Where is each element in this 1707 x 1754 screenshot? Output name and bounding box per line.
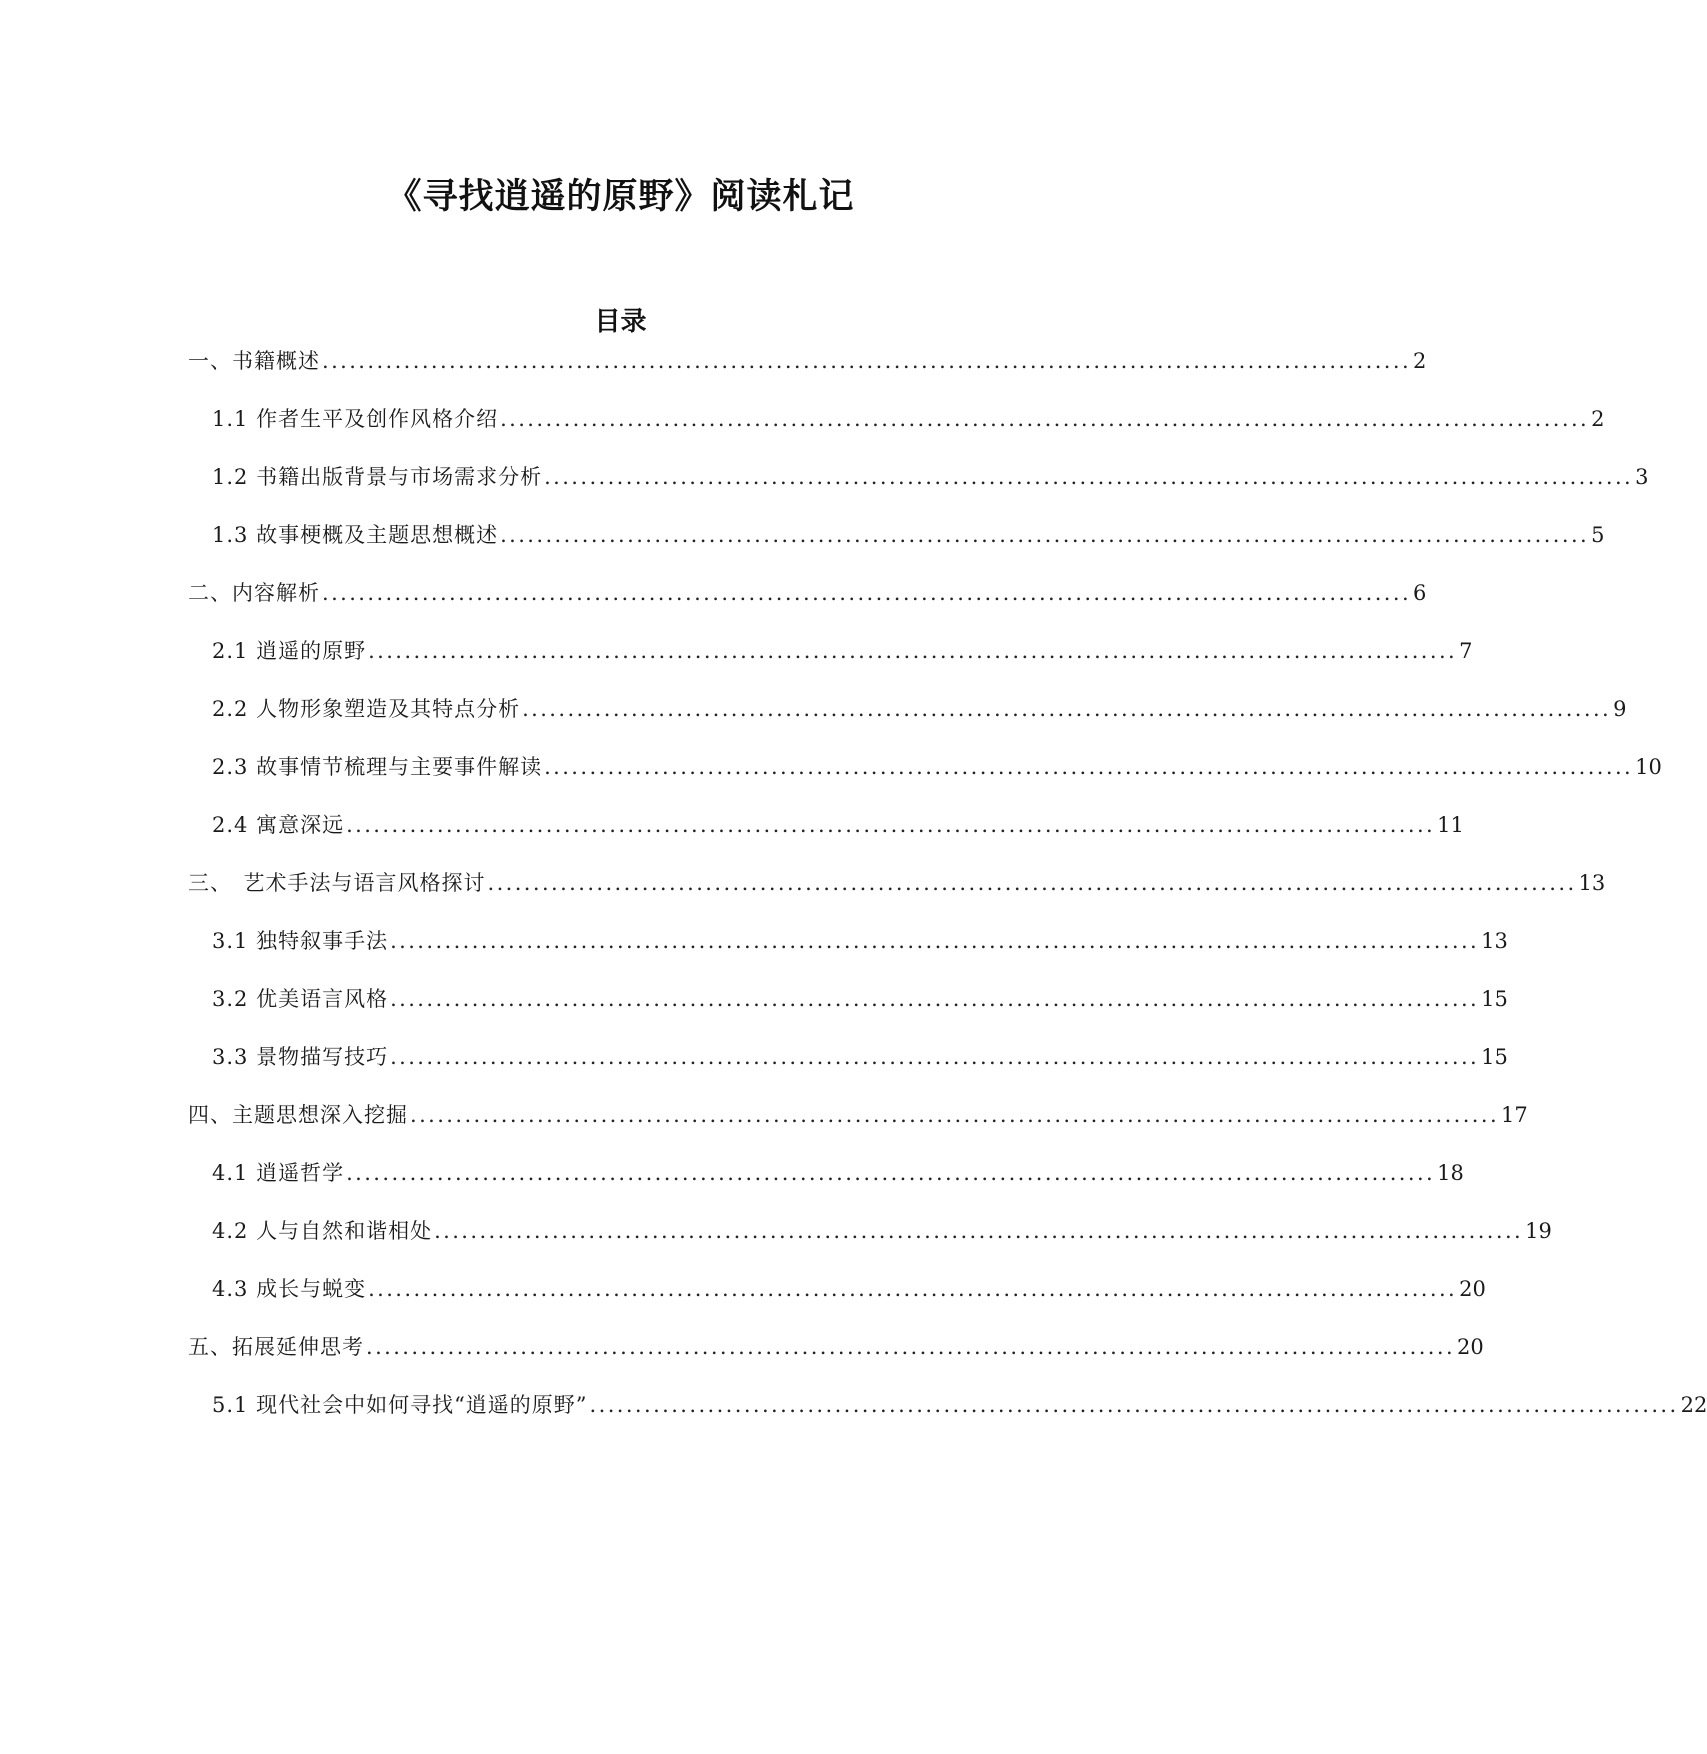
toc-entry-title: 三、 艺术手法与语言风格探讨 (188, 871, 486, 895)
toc-dot-leader: ........................................................................................................................ (322, 581, 1412, 605)
toc-entry-title: 2.4 寓意深远 (212, 813, 345, 837)
toc-entry-title: 4.3 成长与蜕变 (212, 1277, 367, 1301)
toc-dot-leader: ........................................................................................................................ (589, 1393, 1679, 1417)
toc-page-number: 18 (1437, 1161, 1464, 1185)
toc-entry-title: 5.1 现代社会中如何寻找“逍遥的原野” (212, 1393, 588, 1417)
toc-entry-title: 3.1 独特叙事手法 (212, 929, 389, 953)
toc-page-number: 5 (1591, 523, 1605, 547)
toc-page-number: 11 (1437, 813, 1464, 837)
toc-page-number: 20 (1459, 1277, 1486, 1301)
toc-page-number: 6 (1413, 581, 1427, 605)
toc-dot-leader: ........................................................................................................................ (434, 1219, 1524, 1243)
toc-entry[interactable] (212, 1156, 1464, 1190)
toc-page-number: 15 (1481, 987, 1508, 1011)
toc-entry[interactable] (212, 402, 1605, 436)
toc-entry-title: 1.2 书籍出版背景与市场需求分析 (212, 465, 543, 489)
toc-dot-leader: ........................................................................................................................ (368, 1277, 1458, 1301)
toc-entry[interactable] (212, 692, 1627, 726)
toc-dot-leader: ........................................................................................................................ (346, 813, 1436, 837)
toc-entry[interactable] (212, 1388, 1707, 1422)
toc-dot-leader: ........................................................................................................................ (410, 1103, 1500, 1127)
toc-page-number: 22 (1680, 1393, 1707, 1417)
toc-page-number: 10 (1635, 755, 1662, 779)
toc-dot-leader: ........................................................................................................................ (500, 407, 1590, 431)
toc-entry-title: 4.2 人与自然和谐相处 (212, 1219, 433, 1243)
toc-page-number: 2 (1413, 349, 1427, 373)
toc-page-number: 2 (1591, 407, 1605, 431)
toc-dot-leader: ........................................................................................................................ (390, 1045, 1480, 1069)
toc-entry[interactable] (212, 634, 1473, 668)
toc-dot-leader: ........................................................................................................................ (500, 523, 1590, 547)
toc-dot-leader: ........................................................................................................................ (487, 871, 1577, 895)
toc-page-number: 3 (1635, 465, 1649, 489)
toc-dot-leader: ........................................................................................................................ (390, 987, 1480, 1011)
toc-dot-leader: ........................................................................................................................ (346, 1161, 1436, 1185)
toc-entry[interactable] (212, 808, 1464, 842)
toc-entry-title: 3.2 优美语言风格 (212, 987, 389, 1011)
toc-dot-leader: ........................................................................................................................ (544, 755, 1634, 779)
toc-entry-title: 1.3 故事梗概及主题思想概述 (212, 523, 499, 547)
toc-entry[interactable] (212, 982, 1508, 1016)
toc-entry[interactable] (188, 1098, 1528, 1132)
toc-page-number: 13 (1481, 929, 1508, 953)
toc-dot-leader: ........................................................................................................................ (522, 697, 1612, 721)
toc-entry-title: 2.1 逍遥的原野 (212, 639, 367, 663)
toc-entry[interactable] (212, 1040, 1508, 1074)
toc-entry[interactable] (188, 344, 1427, 378)
toc-dot-leader: ........................................................................................................................ (544, 465, 1634, 489)
toc-entry-title: 一、书籍概述 (188, 349, 320, 373)
toc-entry-title: 五、拓展延伸思考 (188, 1335, 364, 1359)
toc-page-number: 19 (1525, 1219, 1552, 1243)
toc-entry[interactable] (212, 750, 1662, 784)
toc-entry[interactable] (212, 518, 1605, 552)
toc-entry[interactable] (212, 1272, 1486, 1306)
toc-page-number: 17 (1501, 1103, 1528, 1127)
toc-dot-leader: ........................................................................................................................ (390, 929, 1480, 953)
toc-page-number: 7 (1459, 639, 1473, 663)
toc-entry[interactable] (212, 460, 1649, 494)
toc-entry-title: 2.3 故事情节梳理与主要事件解读 (212, 755, 543, 779)
toc-entry-title: 1.1 作者生平及创作风格介绍 (212, 407, 499, 431)
toc-entry[interactable] (188, 1330, 1484, 1364)
toc-entry[interactable] (212, 1214, 1552, 1248)
toc-entry-title: 二、内容解析 (188, 581, 320, 605)
toc-entry-title: 2.2 人物形象塑造及其特点分析 (212, 697, 521, 721)
toc-page-number: 20 (1457, 1335, 1484, 1359)
toc-page-number: 9 (1613, 697, 1627, 721)
toc-page-number: 15 (1481, 1045, 1508, 1069)
toc-dot-leader: ........................................................................................................................ (368, 639, 1458, 663)
toc-entry[interactable] (188, 866, 1606, 900)
toc-entry-title: 四、主题思想深入挖掘 (188, 1103, 408, 1127)
toc-entry[interactable] (188, 576, 1427, 610)
toc-page-number: 13 (1578, 871, 1606, 895)
toc-entry-title: 3.3 景物描写技巧 (212, 1045, 389, 1069)
toc-dot-leader: ........................................................................................................................ (322, 349, 1412, 373)
toc-entry-title: 4.1 逍遥哲学 (212, 1161, 345, 1185)
toc-entry[interactable] (212, 924, 1508, 958)
document-title: 《寻找逍遥的原野》阅读札记 (386, 177, 855, 218)
toc-heading: 目录 (594, 306, 647, 337)
toc-dot-leader: ........................................................................................................................ (366, 1335, 1456, 1359)
